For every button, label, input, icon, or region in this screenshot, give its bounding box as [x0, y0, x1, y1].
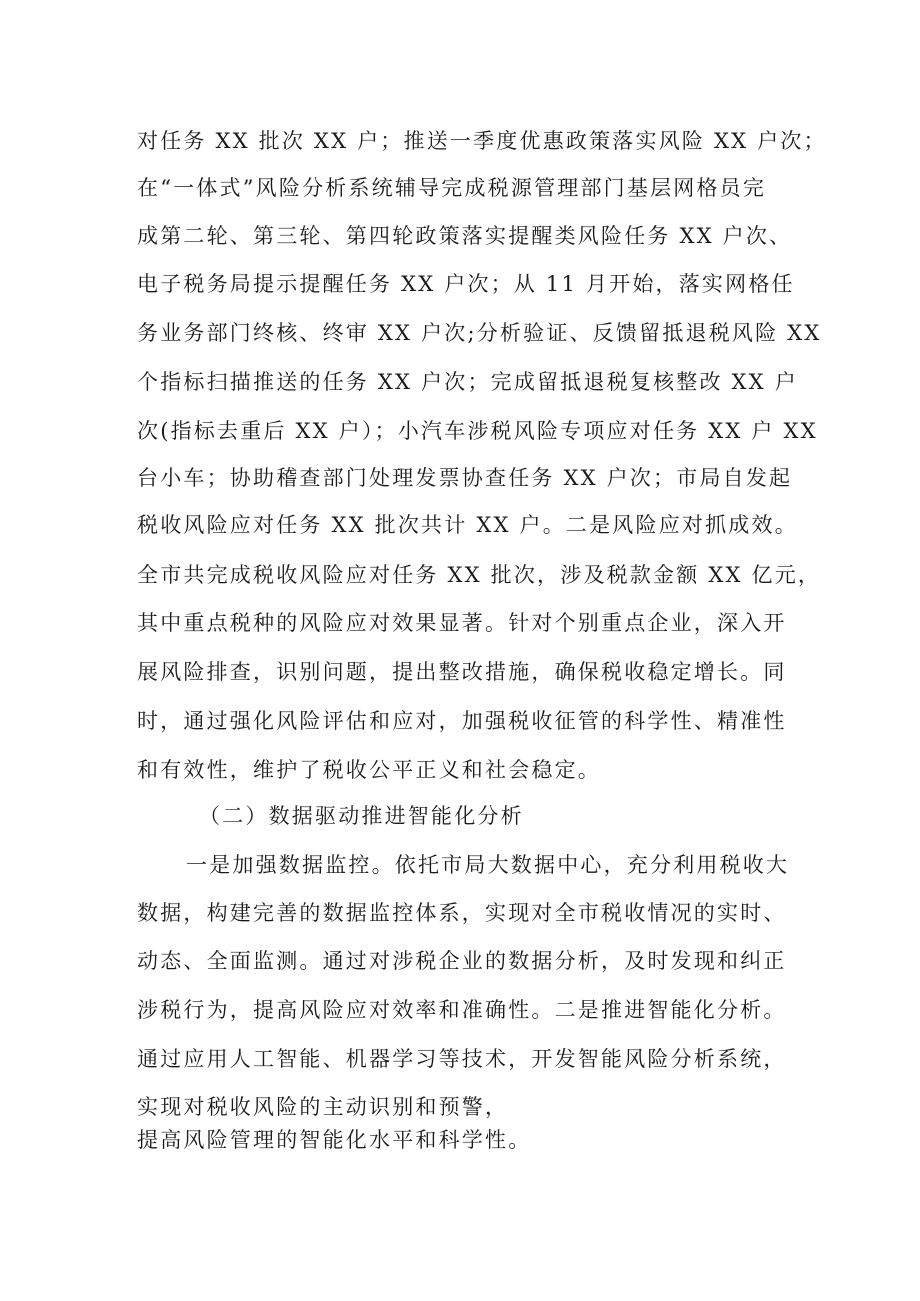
- paragraph-line: 时，通过强化风险评估和应对，加强税收征管的科学性、精准性: [137, 709, 787, 733]
- paragraph-line: 和有效性，维护了税收公平正义和社会稳定。: [137, 758, 601, 782]
- paragraph-line: 个指标扫描推送的任务 XX 户次；完成留抵退税复核整改 XX 户: [137, 370, 798, 394]
- paragraph-line: 动态、全面监测。通过对涉税企业的数据分析，及时发现和纠正: [137, 949, 787, 973]
- paragraph-line: 一是加强数据监控。依托市局大数据中心，充分利用税收大: [186, 853, 790, 877]
- paragraph-line: 对任务 XX 批次 XX 户；推送一季度优惠政策落实风险 XX 户次；: [137, 129, 827, 153]
- paragraph-line: 数据，构建完善的数据监控体系，实现对全市税收情况的实时、: [137, 901, 787, 925]
- paragraph-line: 次(指标去重后 XX 户）；小汽车涉税风险专项应对任务 XX 户 XX: [137, 419, 818, 443]
- paragraph-line: 实现对税收风险的主动识别和预警，: [137, 1095, 509, 1119]
- paragraph-line: 电子税务局提示提醒任务 XX 户次；从 11 月开始，落实网格任: [137, 272, 795, 296]
- paragraph-line: 税收风险应对任务 XX 批次共计 XX 户。二是风险应对抓成效。: [137, 513, 798, 537]
- paragraph-line: 全市共完成税收风险应对任务 XX 批次，涉及税款金额 XX 亿元，: [137, 563, 822, 587]
- paragraph-line: 成第二轮、第三轮、第四轮政策落实提醒类风险任务 XX 户次、: [137, 224, 793, 248]
- paragraph-line: 务业务部门终核、终审 XX 户次;分析验证、反馈留抵退税风险 XX: [137, 321, 822, 345]
- paragraph-line: 通过应用人工智能、机器学习等技术，开发智能风险分析系统，: [137, 1047, 787, 1071]
- section-heading: （二）数据驱动推进智能化分析: [199, 804, 524, 828]
- paragraph-line: 展风险排查，识别问题，提出整改措施，确保税收稳定增长。同: [137, 660, 787, 684]
- paragraph-line: 涉税行为，提高风险应对效率和准确性。二是推进智能化分析。: [137, 998, 787, 1022]
- paragraph-line: 在“一体式”风险分析系统辅导完成税源管理部门基层网格员完: [137, 176, 767, 200]
- paragraph-line: 其中重点税种的风险应对效果显著。针对个别重点企业，深入开: [137, 611, 787, 635]
- paragraph-line: 提高风险管理的智能化水平和科学性。: [137, 1128, 532, 1152]
- paragraph-line: 台小车；协助稽查部门处理发票协查任务 XX 户次；市局自发起: [137, 466, 793, 490]
